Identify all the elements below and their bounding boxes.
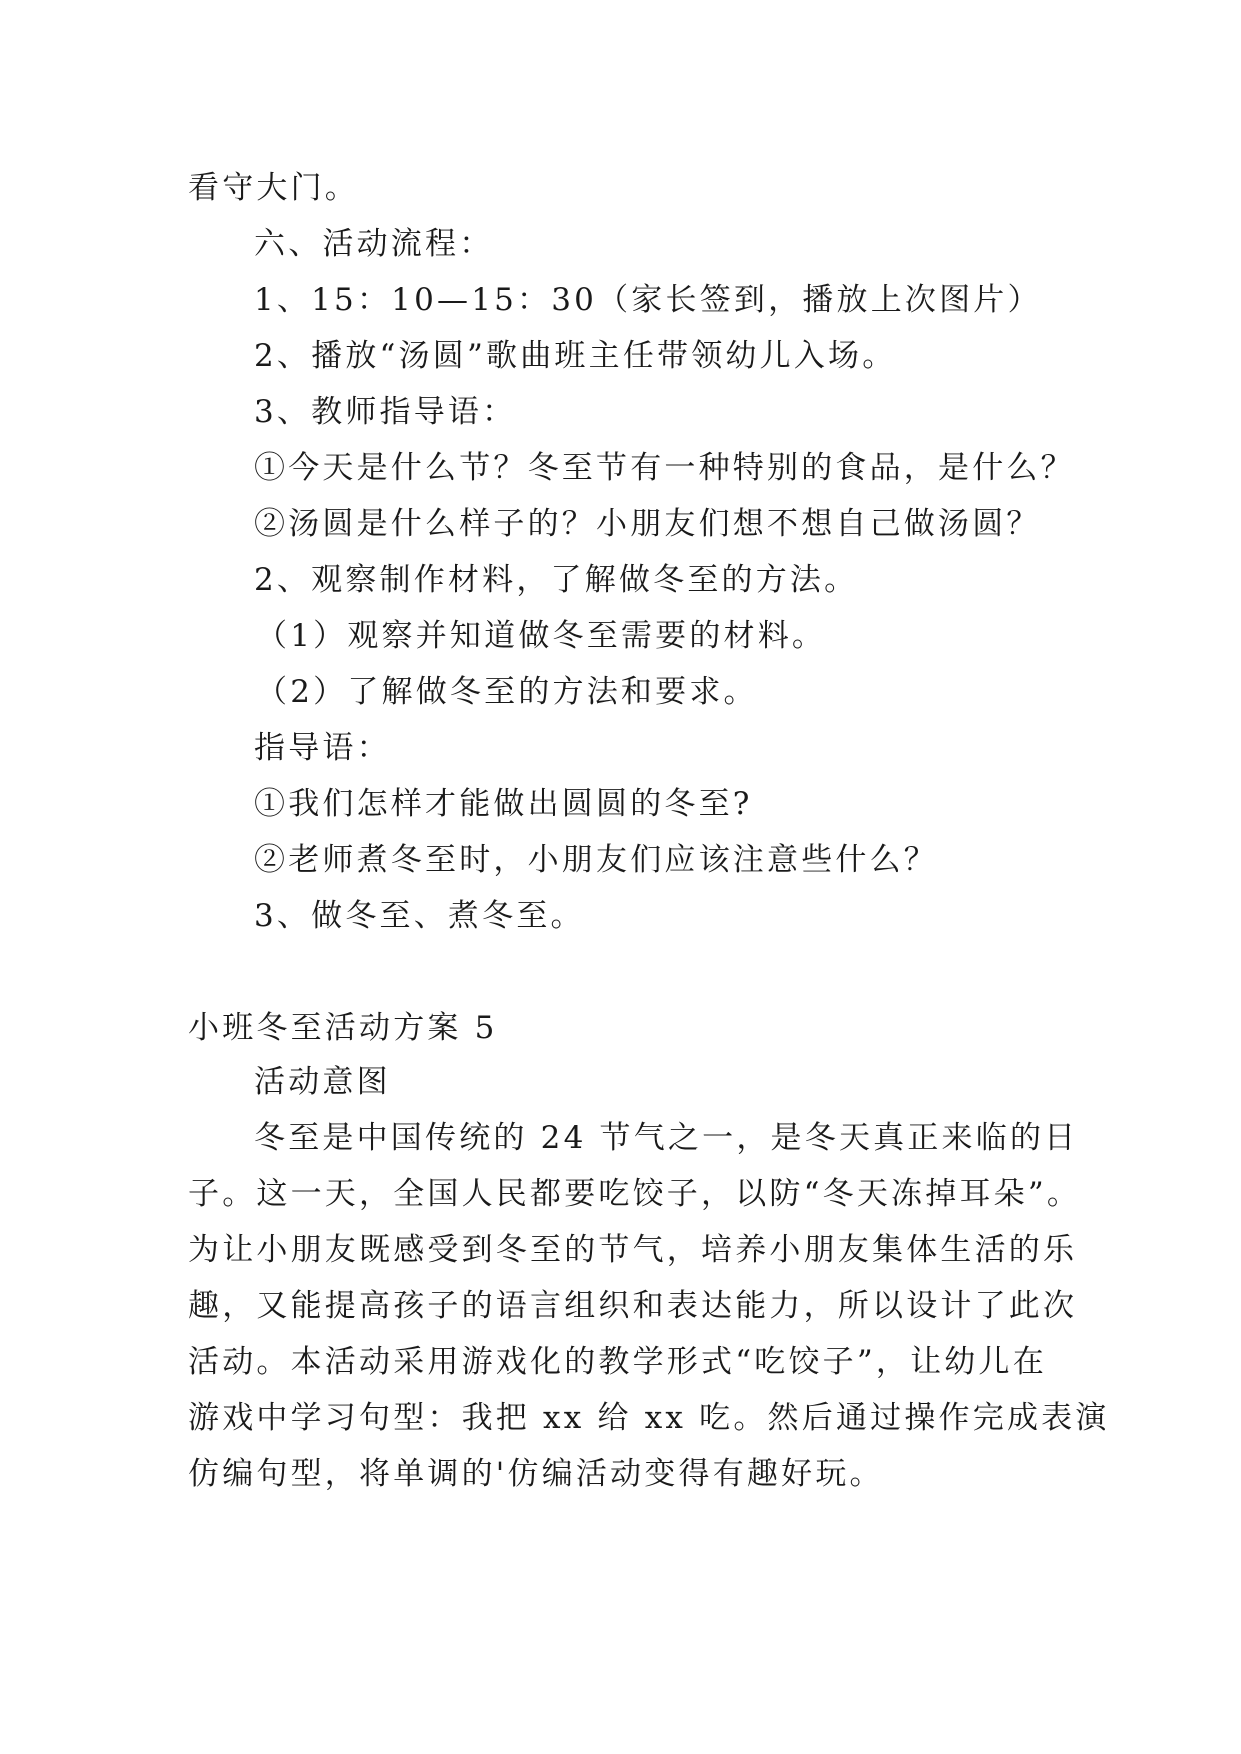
plan-subtitle: 活动意图 (254, 1064, 391, 1100)
guide-heading: 指导语： (254, 730, 391, 766)
plan-title: 小班冬至活动方案 5 (188, 1010, 498, 1046)
guide-question-3: ①我们怎样才能做出圆圆的冬至? (254, 786, 753, 822)
text-line-continuation: 看守大门。 (188, 170, 359, 206)
flow-step-make: 3、做冬至、煮冬至。 (254, 898, 585, 934)
guide-question-2: ②汤圆是什么样子的？小朋友们想不想自己做汤圆？ (254, 506, 1041, 542)
section-heading-activity-flow: 六、活动流程： (254, 226, 494, 262)
observe-item-1: （1）观察并知道做冬至需要的材料。 (256, 618, 827, 654)
paragraph-line: 游戏中学习句型：我把 xx 给 xx 吃。然后通过操作完成表演 (188, 1400, 1110, 1436)
paragraph-line: 趣，又能提高孩子的语言组织和表达能力，所以设计了此次 (188, 1288, 1078, 1324)
guide-question-1: ①今天是什么节？冬至节有一种特别的食品，是什么？ (254, 450, 1075, 486)
flow-step-1: 1、15：10—15：30（家长签到，播放上次图片） (254, 282, 1042, 318)
paragraph-line: 冬至是中国传统的 24 节气之一，是冬天真正来临的日 (254, 1120, 1079, 1156)
paragraph-line: 活动。本活动采用游戏化的教学形式“吃饺子”，让幼儿在 (188, 1344, 1047, 1380)
flow-step-2: 2、播放“汤圆”歌曲班主任带领幼儿入场。 (254, 338, 897, 374)
flow-step-3: 3、教师指导语： (254, 394, 517, 430)
guide-question-4: ②老师煮冬至时，小朋友们应该注意些什么？ (254, 842, 938, 878)
paragraph-line: 为让小朋友既感受到冬至的节气，培养小朋友集体生活的乐 (188, 1232, 1078, 1268)
flow-step-observe: 2、观察制作材料，了解做冬至的方法。 (254, 562, 859, 598)
paragraph-line: 仿编句型，将单调的'仿编活动变得有趣好玩。 (188, 1456, 884, 1492)
paragraph-line: 子。这一天，全国人民都要吃饺子，以防“冬天冻掉耳朵”。 (188, 1176, 1082, 1212)
observe-item-2: （2）了解做冬至的方法和要求。 (256, 674, 758, 710)
